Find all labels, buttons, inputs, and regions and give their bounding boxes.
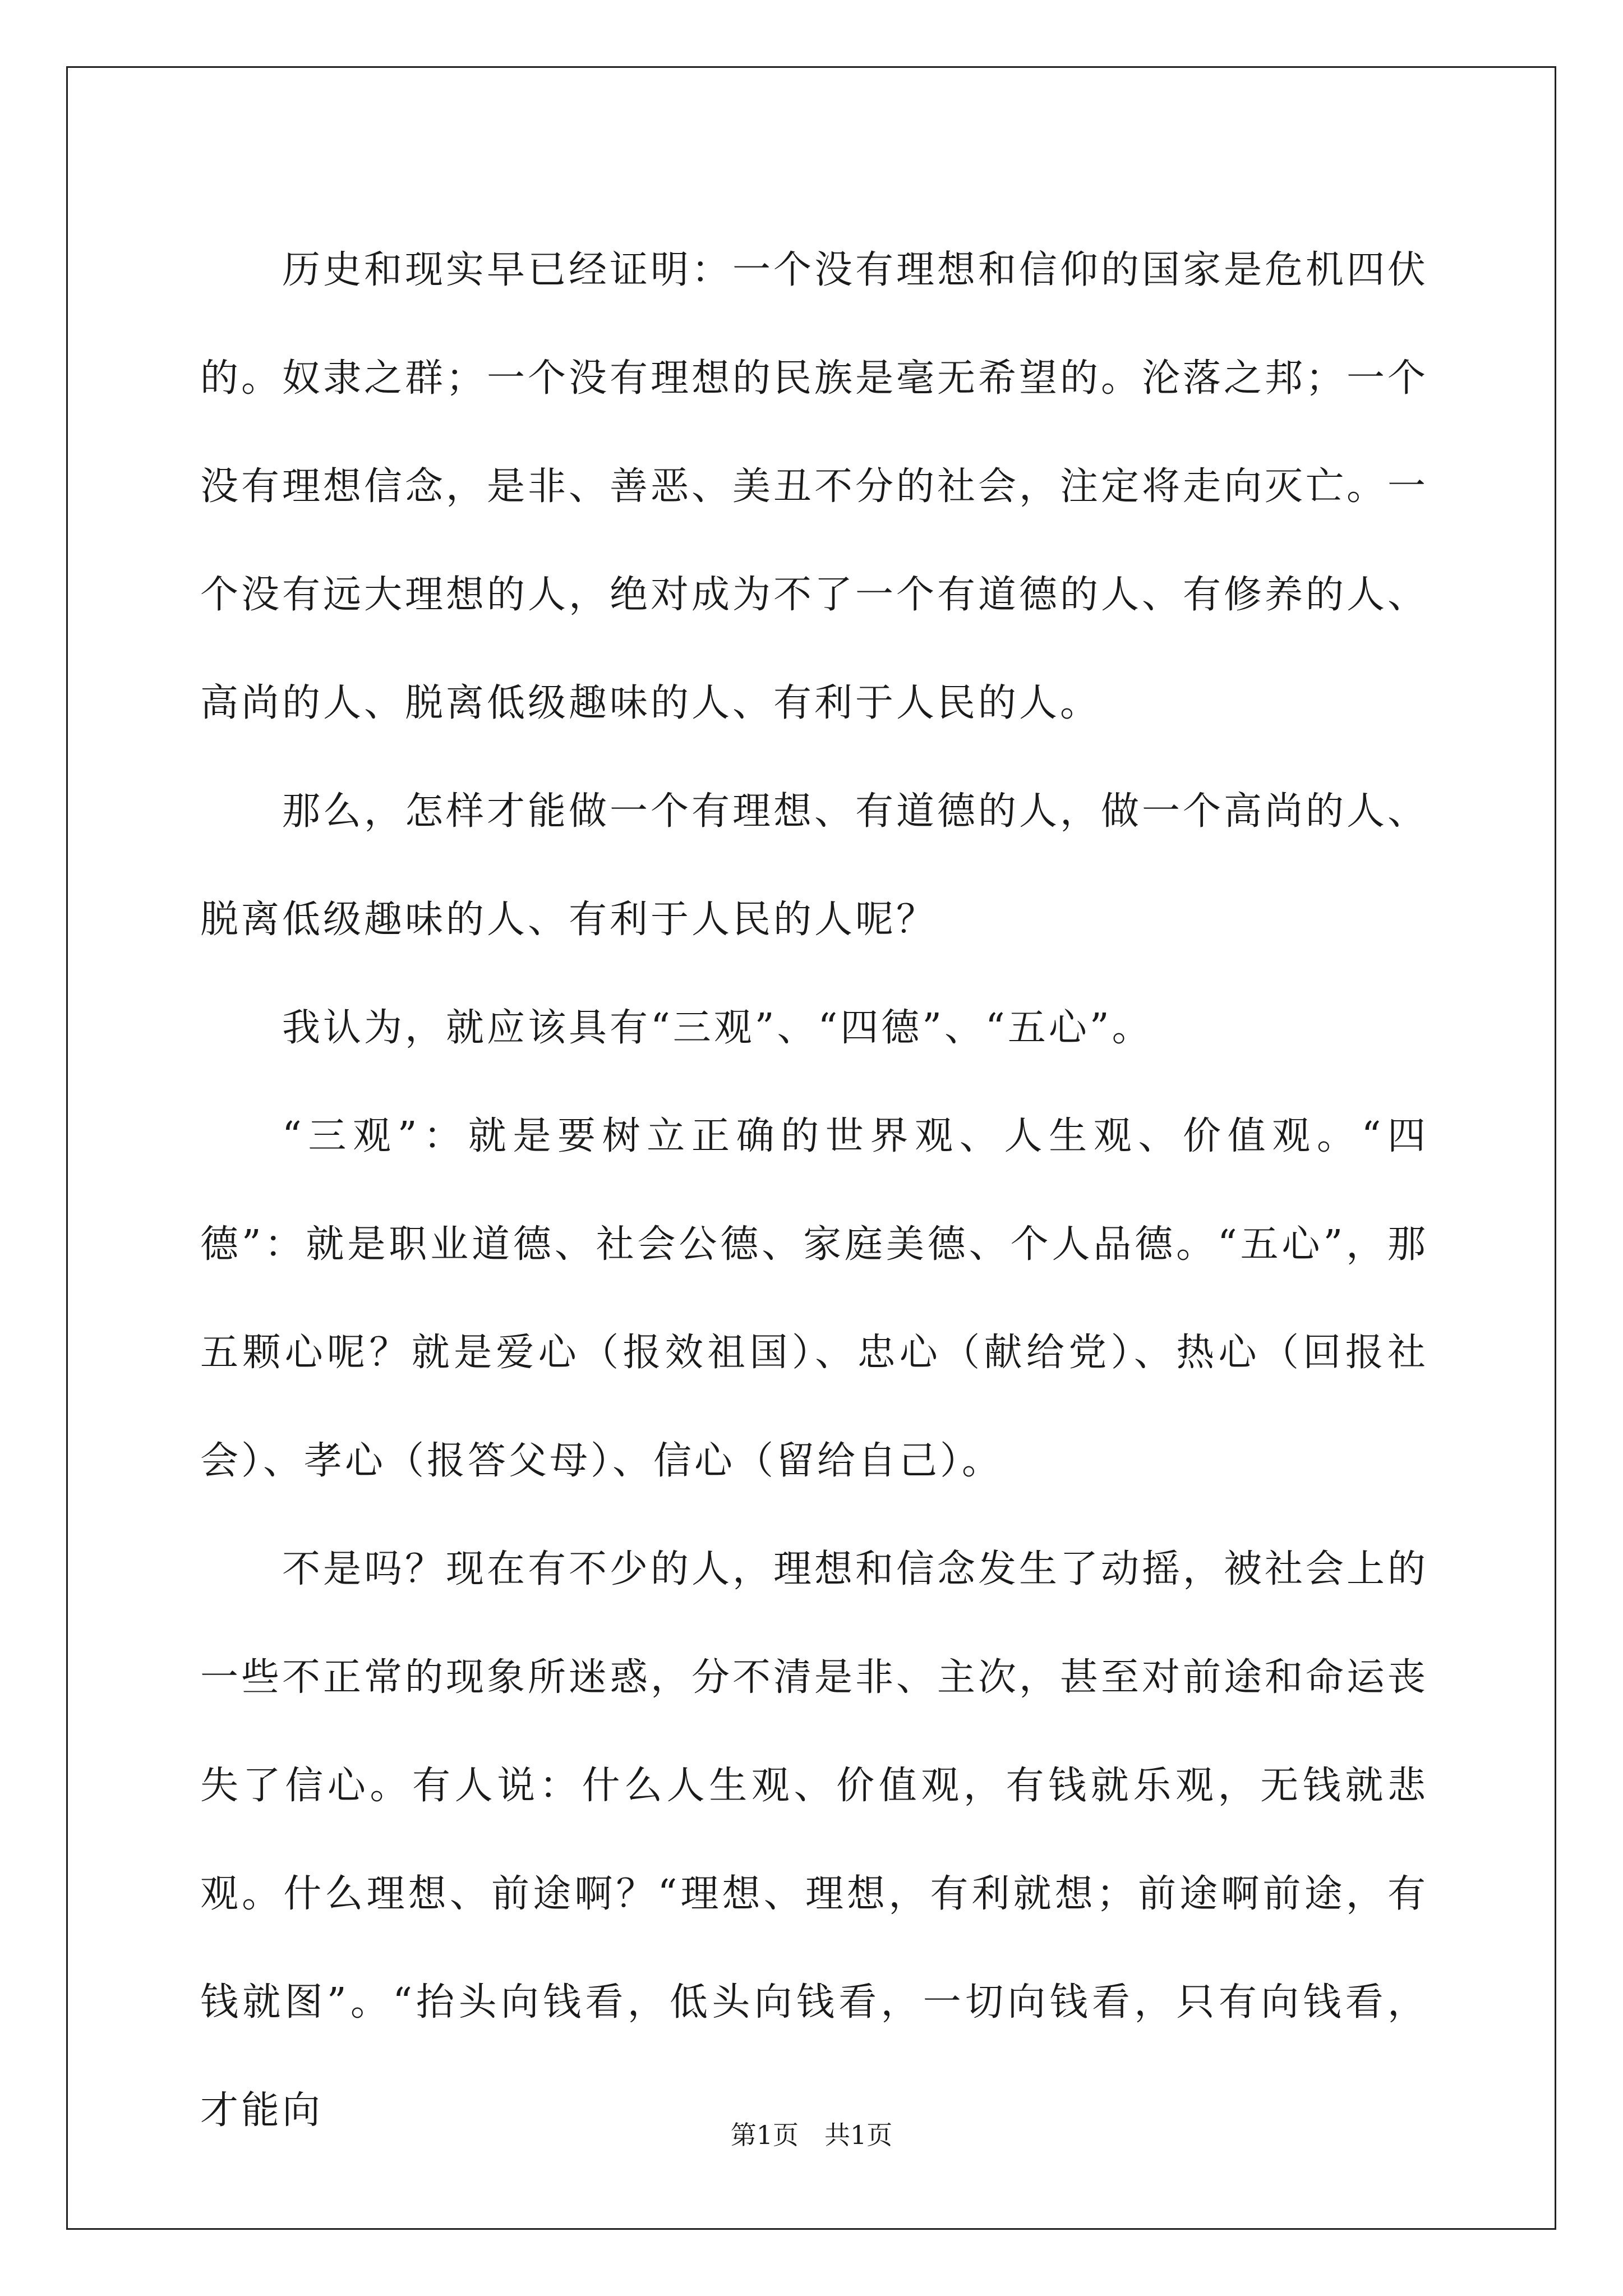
paragraph-1: 历史和现实早已经证明：一个没有理想和信仰的国家是危机四伏的。奴隶之群；一个没有理想的民族是毫无希望的。沦落之邦；一个没有理想信念，是非、善恶、美丑不分的社会，注定将走向灭亡。一个没有远大理想的人，绝对成为不了一个有道德的人、有修养的人、高尚的人、脱离低级趣味的人、有利于人民的人。 (200, 248, 1429, 725)
document-body (200, 216, 1428, 2165)
paragraph-4: “三观”：就是要树立正确的世界观、人生观、价值观。“四德”：就是职业道德、社会公德、家庭美德、个人品德。“五心”，那五颗心呢？就是爱心（报效祖国）、忠心（献给党）、热心（回报社会）、孝心（报答父母）、信心（留给自己）。 (200, 1114, 1428, 1483)
paragraph-2: 那么，怎样才能做一个有理想、有道德的人，做一个高尚的人、脱离低级趣味的人、有利于人民的人呢？ (200, 789, 1429, 942)
paragraph-5: 不是吗？现在有不少的人，理想和信念发生了动摇，被社会上的一些不正常的现象所迷惑，分不清是非、主次，甚至对前途和命运丧失了信心。有人说：什么人生观、价值观，有钱就乐观，无钱就悲观。什么理想、前途啊？“理想、理想，有利就想；前途啊前途，有钱就图”。“抬头向钱看，低头向钱看，一切向钱看，只有向钱看，才能向 (200, 1547, 1429, 2133)
paragraph-3: 我认为，就应该具有“三观”、“四德”、“五心”。 (282, 1006, 1153, 1050)
page-number-footer: 第1页 共1页 (730, 2120, 893, 2150)
